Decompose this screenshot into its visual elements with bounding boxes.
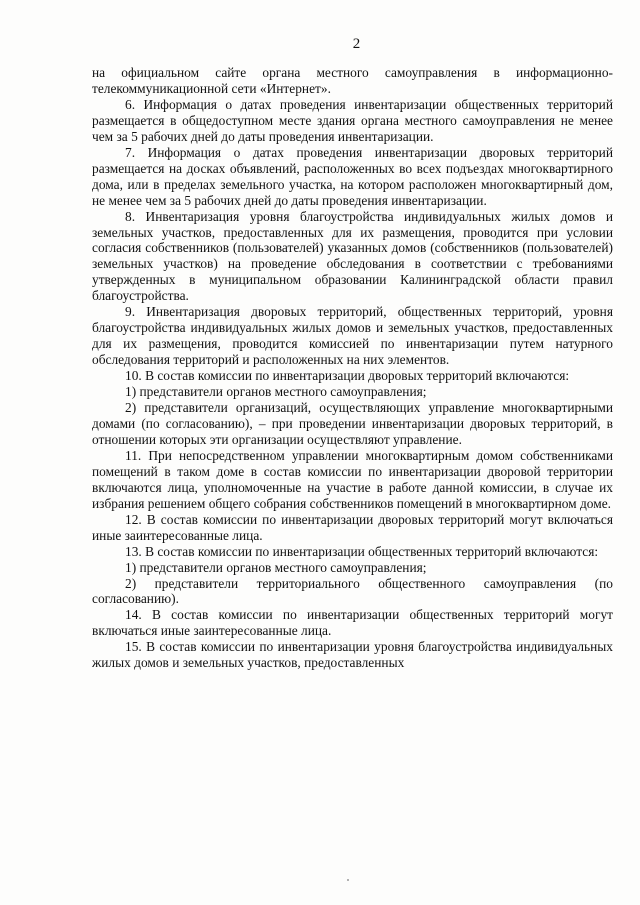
paragraph: 7. Информация о датах проведения инвентаризации дворовых территорий размещается на досках объявлений, расположенных во всех подъездах многоквартирного дома, или в пределах земельного участка, на котором расположен многоквартирный дом, не менее чем за 5 рабочих дней до даты проведения инвентаризации. — [92, 144, 613, 208]
paragraph: 11. При непосредственном управлении многоквартирным домом собственниками помещений в таком доме в состав комиссии по инвентаризации дворовой территории включаются лица, уполномоченные на участие в работе данной комиссии, в случае их избрания решением общего собрания собственников помещений в многоквартирном доме. — [92, 447, 613, 511]
paragraph: 9. Инвентаризация дворовых территорий, общественных территорий, уровня благоустройства индивидуальных жилых домов и земельных участков, предоставленных для их размещения, проводится комиссией по инвентаризации путем натурного обследования территорий и расположенных на них элементов. — [92, 304, 613, 368]
paragraph: 8. Инвентаризация уровня благоустройства индивидуальных жилых домов и земельных участков, предоставленных для их размещения, проводится при условии согласия собственников (пользователей) указанных домов (собственников (пользователей) земельных участков) на проведение обследования в соответствии с требованиями утвержденных в муниципальном образовании Калининградской области правил благоустройства. — [92, 208, 613, 304]
paragraph: 10. В состав комиссии по инвентаризации дворовых территорий включаются: — [125, 368, 570, 384]
paragraph: 1) представители органов местного самоуправления; — [125, 559, 427, 575]
paragraph: 2) представители организаций, осуществляющих управление многоквартирными домами (по согласованию), – при проведении инвентаризации дворовых территорий, в отношении которых эти организации осуществляют управление. — [92, 400, 613, 447]
page-number: 2 — [352, 36, 361, 52]
paragraph: 2) представители территориального общественного самоуправления (по согласованию). — [92, 575, 613, 607]
scan-artifact-dot — [347, 879, 349, 881]
paragraph: 6. Информация о датах проведения инвентаризации общественных территорий размещается в общедоступном месте здания органа местного самоуправления не менее чем за 5 рабочих дней до даты проведения инвентаризации. — [92, 96, 613, 144]
paragraph: 15. В состав комиссии по инвентаризации уровня благоустройства индивидуальных жилых домов и земельных участков, предоставленных — [92, 639, 613, 671]
paragraph: 1) представители органов местного самоуправления; — [125, 384, 427, 400]
document-body — [92, 65, 613, 671]
paragraph: 12. В состав комиссии по инвентаризации дворовых территорий могут включаться иные заинтересованные лица. — [92, 511, 613, 543]
paragraph: 14. В состав комиссии по инвентаризации общественных территорий могут включаться иные заинтересованные лица. — [92, 607, 613, 639]
paragraph: на официальном сайте органа местного самоуправления в информационно-телекоммуникационной сети «Интернет». — [92, 65, 613, 96]
paragraph: 13. В состав комиссии по инвентаризации общественных территорий включаются: — [125, 543, 599, 559]
